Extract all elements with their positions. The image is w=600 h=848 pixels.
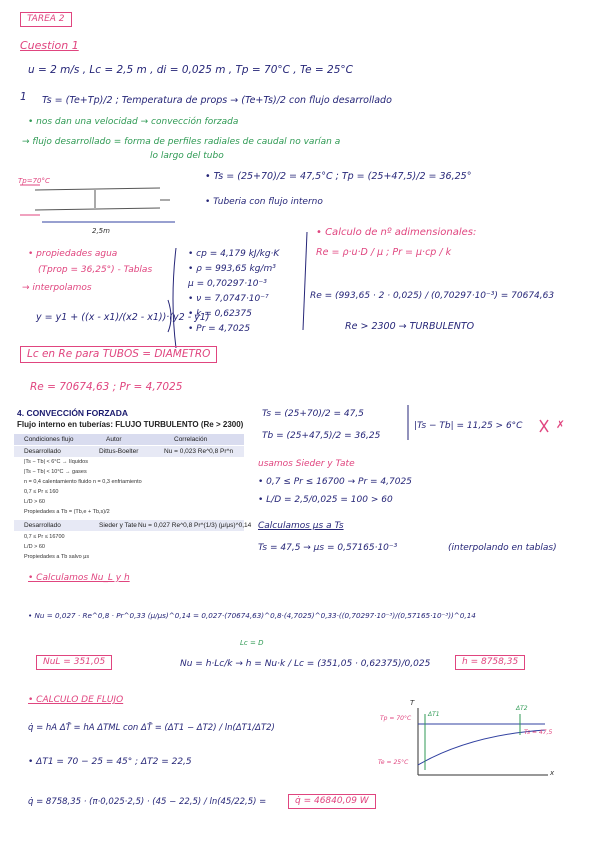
list-item: Propiedades a Tb salvo μs: [24, 554, 90, 560]
nu-title: • Calculamos Nu_L y h: [28, 573, 130, 583]
h-formula: Nu = h·Lc/k → h = Nu·k / Lc = (351,05 · 0,62375)/0,025: [180, 659, 431, 669]
graph-dt1: ΔT1: [428, 711, 440, 718]
nu-result: NuL = 351,05: [36, 655, 112, 670]
re-value: Re = (993,65 · 2 · 0,025) / (0,70297·10⁻³) = 70674,63: [310, 291, 555, 301]
boxed-note: Lc en Re para TUBOS = DIAMETRO: [20, 346, 217, 363]
graph-ts: Ts = 47,5: [524, 729, 553, 736]
heat-title: • CALCULO DE FLUJO: [28, 695, 124, 705]
header-tag: TAREA 2: [20, 12, 72, 27]
table-section: 4. CONVECCIÓN FORZADA: [17, 408, 128, 418]
ts-value: Ts = (25+70)/2 = 47,5: [262, 409, 364, 419]
re-pr-formula: Re = ρ·u·D / μ ; Pr = μ·cp / k: [316, 247, 452, 258]
tube-sketch: [20, 185, 175, 222]
props-title: • propiedades agua: [28, 249, 118, 259]
mu-value: Ts = 47,5 → μs = 0,57165·10⁻³: [258, 543, 398, 553]
list-item: L/D > 60: [24, 499, 45, 505]
correlation-table: [14, 406, 252, 564]
list-item: • ρ = 993,65 kg/m³: [188, 264, 276, 274]
pr-range: • 0,7 ≤ Pr ≤ 16700 → Pr = 4,7025: [258, 477, 412, 487]
table-row: Desarrollado Dittus-Boelter Nu = 0,023 Re^0,8 Pr^n: [14, 446, 244, 457]
table-header: Condiciones flujo Autor Correlación: [14, 434, 244, 445]
nu-formula: • Nu = 0,027 · Re^0,8 · Pr^0,33 (μ/μs)^0,14 = 0,027·(70674,63)^0,8·(4,7025)^0,33·((0,70297·10⁻³)/(0,57165·10⁻³))^0,14: [28, 611, 476, 620]
note-3: lo largo del tubo: [150, 151, 224, 161]
list-item: L/D > 60: [24, 544, 45, 550]
list-item: n = 0,4 calentamiento fluido n = 0,3 enfriamiento: [24, 479, 142, 485]
list-item: • Pr = 4,7025: [188, 324, 251, 334]
note-1: • nos dan una velocidad → convección forzada: [28, 117, 239, 127]
step-number: 1: [20, 91, 27, 103]
temp-diff: |Ts − Tb| = 11,25 > 6°C: [414, 421, 523, 431]
table-title: Flujo interno en tuberías: FLUJO TURBULENTO (Re > 2300): [17, 420, 244, 429]
turbulent-note: Re > 2300 → TURBULENTO: [345, 321, 475, 332]
sketch-length-label: 2,5m: [92, 227, 110, 235]
graph-dt2: ΔT2: [516, 705, 528, 712]
interp-formula: y = y1 + ((x - x1)/(x2 - x1))·(y2 - y1): [36, 312, 210, 323]
list-item: • cp = 4,179 kJ/kg·K: [188, 249, 280, 259]
h-result: h = 8758,35: [455, 655, 525, 670]
ts-tp-calc: • Ts = (25+70)/2 = 47,5°C ; Tp = (25+47,5)/2 = 36,25°: [205, 171, 472, 182]
note-2: → flujo desarrollado = forma de perfiles radiales de caudal no varían a: [22, 137, 341, 147]
results-line: Re = 70674,63 ; Pr = 4,7025: [30, 381, 183, 393]
delta-t: • ΔT1 = 70 − 25 = 45° ; ΔT2 = 22,5: [28, 757, 192, 767]
sieder-tate-choice: usamos Sieder y Tate: [258, 459, 355, 469]
ld-ratio: • L/D = 2,5/0,025 = 100 > 60: [258, 495, 393, 505]
graph-tp: Tp = 70°C: [380, 715, 412, 722]
step1-formula: Ts = (Te+Tp)/2 ; Temperatura de props → (Te+Ts)/2 con flujo desarrollado: [42, 95, 392, 106]
heat-formula: q̇ = hA ΔT̄ = hA ΔTML con ΔT̄ = (ΔT1 − ΔT2) / ln(ΔT1/ΔT2): [28, 723, 275, 733]
tube-flow-note: • Tuberia con flujo interno: [205, 197, 323, 207]
heat-calc: q̇ = 8758,35 · (π·0,025·2,5) · (45 − 22,5) / ln(45/22,5) =: [28, 797, 267, 807]
interp-note: (interpolando en tablas): [448, 543, 557, 553]
question-title: Cuestion 1: [20, 39, 79, 52]
lc-eq: Lc = D: [240, 639, 264, 647]
list-item: |Ts − Tb| < 10°C → gases: [24, 469, 87, 475]
list-item: 0,7 ≤ Pr ≤ 160: [24, 489, 59, 495]
mu-title: Calculamos μs a Ts: [258, 521, 344, 531]
heat-result: q̇ = 46840,09 W: [288, 794, 376, 809]
graph-te: Te = 25°C: [378, 759, 409, 766]
dimless-title: • Calculo de nº adimensionales:: [316, 227, 477, 238]
list-item: μ = 0,70297·10⁻³: [188, 279, 267, 289]
table-row: Desarrollado Sieder y Tate Nu = 0,027 Re^0,8 Pr^(1/3) (μ/μs)^0,14: [14, 520, 244, 531]
props-tprop: (Tprop = 36,25°) - Tablas: [38, 265, 153, 275]
graph-y-label: T: [410, 699, 415, 707]
props-interp: → interpolamos: [22, 283, 92, 293]
list-item: |Ts − Tb| < 6°C → líquidos: [24, 459, 88, 465]
tb-value: Tb = (25+47,5)/2 = 36,25: [262, 431, 381, 441]
sketch-top-label: Tp=70°C: [18, 177, 50, 185]
givens: u = 2 m/s , Lc = 2,5 m , di = 0,025 m , Tp = 70°C , Te = 25°C: [28, 64, 353, 76]
graph-x-label: x: [550, 769, 555, 777]
list-item: • k = 0,62375: [188, 309, 252, 319]
list-item: 0,7 ≤ Pr ≤ 16700: [24, 534, 65, 540]
reject-mark: ✗: [556, 419, 565, 431]
list-item: Propiedades a Tb = (Tb,e + Tb,s)/2: [24, 509, 110, 515]
temperature-graph: [418, 705, 548, 775]
list-item: • ν = 7,0747·10⁻⁷: [188, 294, 269, 304]
